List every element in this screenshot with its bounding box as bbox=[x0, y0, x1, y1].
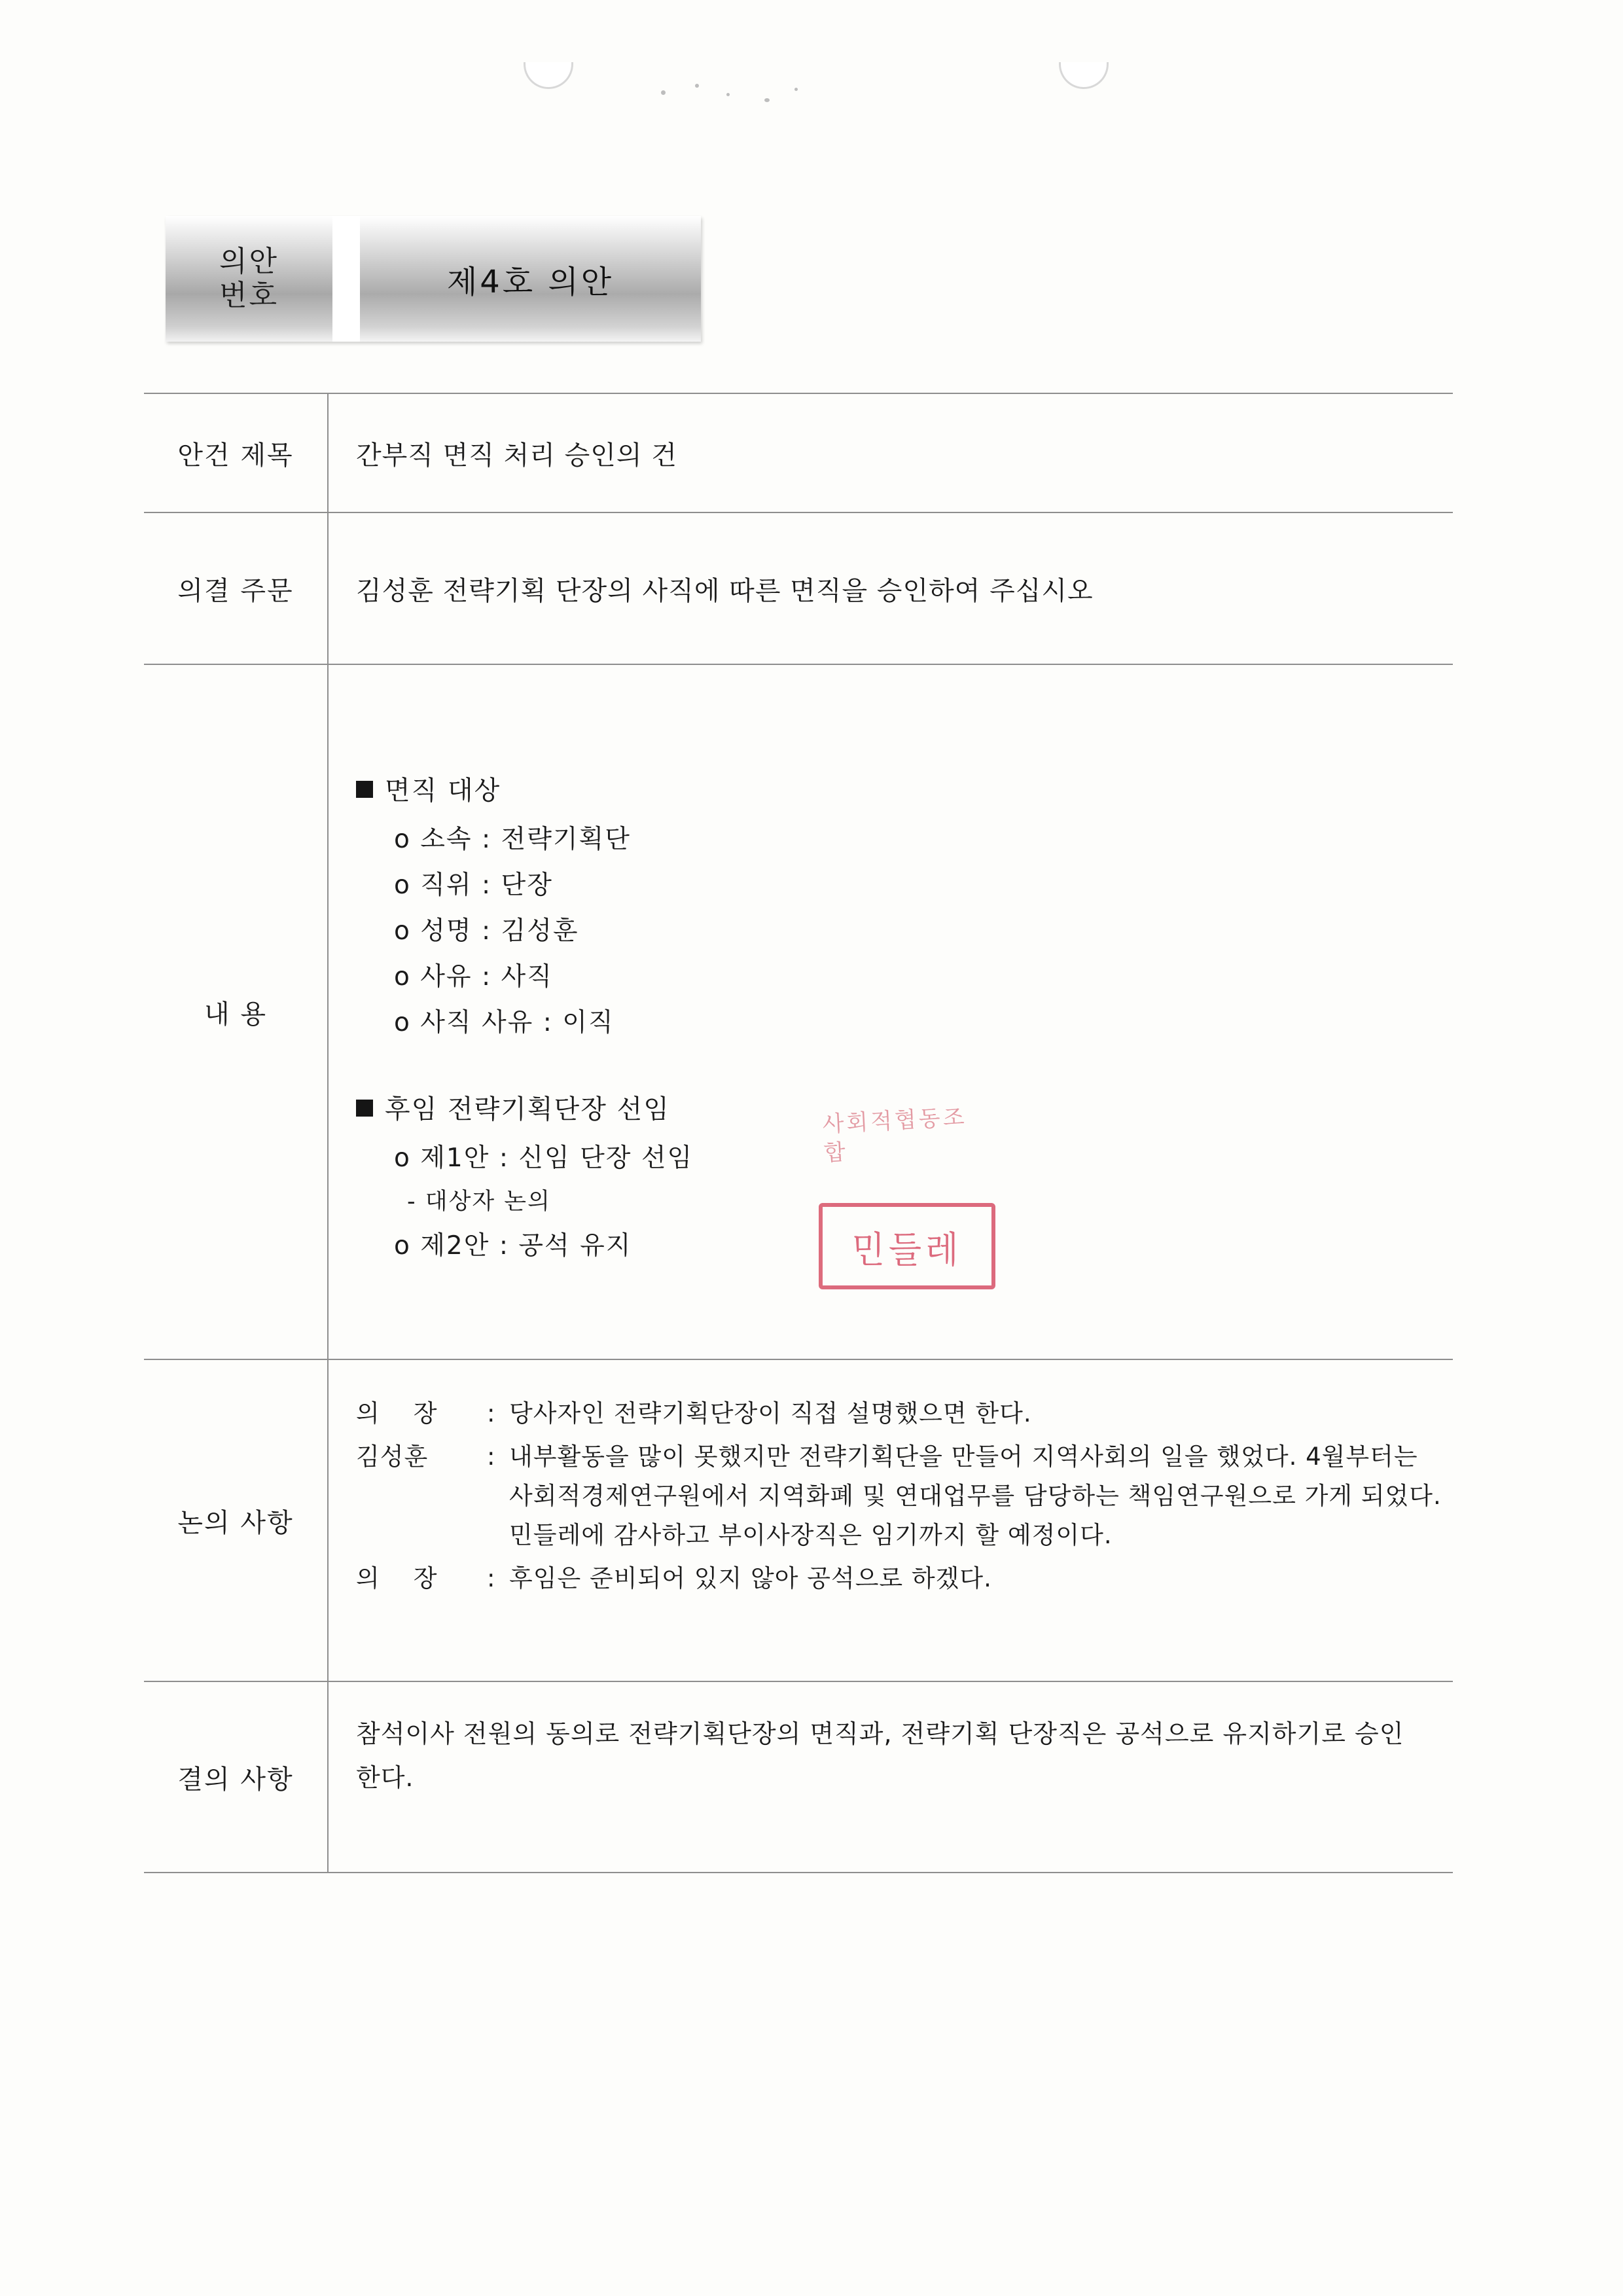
value-discussion bbox=[328, 1359, 1453, 1681]
discussion-text: 당사자인 전략기획단장이 직접 설명했으면 한다. bbox=[509, 1399, 1032, 1427]
table-row-title bbox=[144, 393, 1453, 512]
proposal-number-text: 제4호 의안 bbox=[446, 263, 615, 300]
resolution-value-text: 김성훈 전략기획 단장의 사직에 따른 면직을 승인하여 주십시오 bbox=[356, 575, 1094, 606]
content-item: o 사유 : 사직 bbox=[394, 962, 553, 992]
table-row-resolution bbox=[144, 512, 1453, 664]
discussion-entry bbox=[356, 1394, 1453, 1433]
badge-left-line2: 번호 bbox=[219, 279, 279, 312]
discussion-colon: : bbox=[487, 1442, 496, 1471]
discussion-speaker: 의 장 bbox=[356, 1564, 438, 1592]
content-section2-heading bbox=[356, 1088, 1453, 1126]
discussion-speaker: 김성훈 bbox=[356, 1442, 429, 1471]
label-decision bbox=[144, 1681, 328, 1873]
punch-hole-left bbox=[524, 62, 573, 89]
badge-right-label bbox=[360, 216, 701, 342]
table-row-discussion bbox=[144, 1359, 1453, 1681]
content-section1-heading bbox=[356, 770, 1453, 807]
discussion-label-text: 논의 사항 bbox=[177, 1507, 294, 1538]
content-item: o 제1안 : 신임 단장 선임 bbox=[394, 1143, 694, 1173]
agenda-table bbox=[144, 393, 1453, 1873]
discussion-text: 후임은 준비되어 있지 않아 공석으로 하겠다. bbox=[509, 1564, 992, 1592]
content-item: o 성명 : 김성훈 bbox=[394, 916, 579, 946]
discussion-block bbox=[356, 1360, 1453, 1598]
badge-left-label bbox=[166, 216, 332, 342]
agenda-title-value-text: 간부직 면직 처리 승인의 건 bbox=[356, 440, 677, 471]
discussion-entry bbox=[356, 1437, 1453, 1555]
badge-left-line1: 의안 bbox=[219, 245, 279, 279]
content-subitem: - 대상자 논의 bbox=[407, 1189, 551, 1215]
value-resolution bbox=[328, 512, 1453, 664]
label-discussion bbox=[144, 1359, 328, 1681]
discussion-colon: : bbox=[487, 1399, 496, 1427]
content-label-text: 내 용 bbox=[204, 999, 267, 1030]
value-agenda-title bbox=[328, 393, 1453, 512]
discussion-colon: : bbox=[487, 1564, 496, 1592]
value-content bbox=[328, 664, 1453, 1359]
proposal-number-badge bbox=[166, 216, 701, 342]
label-resolution bbox=[144, 512, 328, 664]
content-block bbox=[356, 665, 1453, 1262]
punch-hole-right bbox=[1059, 62, 1109, 89]
discussion-text: 내부활동을 많이 못했지만 전략기획단을 만들어 지역사회의 일을 했었다. 4월부터는 사회적경제연구원에서 지역화폐 및 연대업무를 담당하는 책임연구원으로 가게 되었다. 민들레에 감사하고 부이사장직은 임기까지 할 예정이다. bbox=[509, 1442, 1442, 1549]
content-item: o 소속 : 전략기획단 bbox=[394, 825, 631, 854]
content-item: o 제2안 : 공석 유지 bbox=[394, 1231, 632, 1261]
table-row-decision bbox=[144, 1681, 1453, 1873]
table-row-content bbox=[144, 664, 1453, 1359]
label-agenda-title bbox=[144, 393, 328, 512]
discussion-speaker: 의 장 bbox=[356, 1399, 438, 1427]
content-section1-heading-text: 면직 대상 bbox=[385, 776, 501, 806]
badge-divider bbox=[332, 216, 360, 342]
content-section2-heading-text: 후임 전략기획단장 선임 bbox=[385, 1094, 670, 1124]
decision-block: 참석이사 전원의 동의로 전략기획단장의 면직과, 전략기획 단장직은 공석으로 유지하기로 승인한다. bbox=[356, 1719, 1404, 1792]
scan-speckles bbox=[654, 79, 825, 105]
content-item: o 직위 : 단장 bbox=[394, 870, 553, 900]
discussion-entry bbox=[356, 1559, 1453, 1598]
value-decision bbox=[328, 1681, 1453, 1873]
bullet-square-icon bbox=[356, 1100, 373, 1117]
label-content bbox=[144, 664, 328, 1359]
bullet-square-icon bbox=[356, 781, 373, 798]
content-item: o 사직 사유 : 이직 bbox=[394, 1008, 615, 1037]
decision-label-text: 결의 사항 bbox=[177, 1764, 294, 1795]
seal-box-text: 민들레 bbox=[851, 1229, 963, 1272]
seal-top-text: 사회적협동조합 bbox=[821, 1103, 968, 1167]
resolution-label-text: 의결 주문 bbox=[177, 575, 294, 606]
content-spacer bbox=[356, 1048, 1453, 1088]
agenda-title-label-text: 안건 제목 bbox=[177, 440, 294, 471]
